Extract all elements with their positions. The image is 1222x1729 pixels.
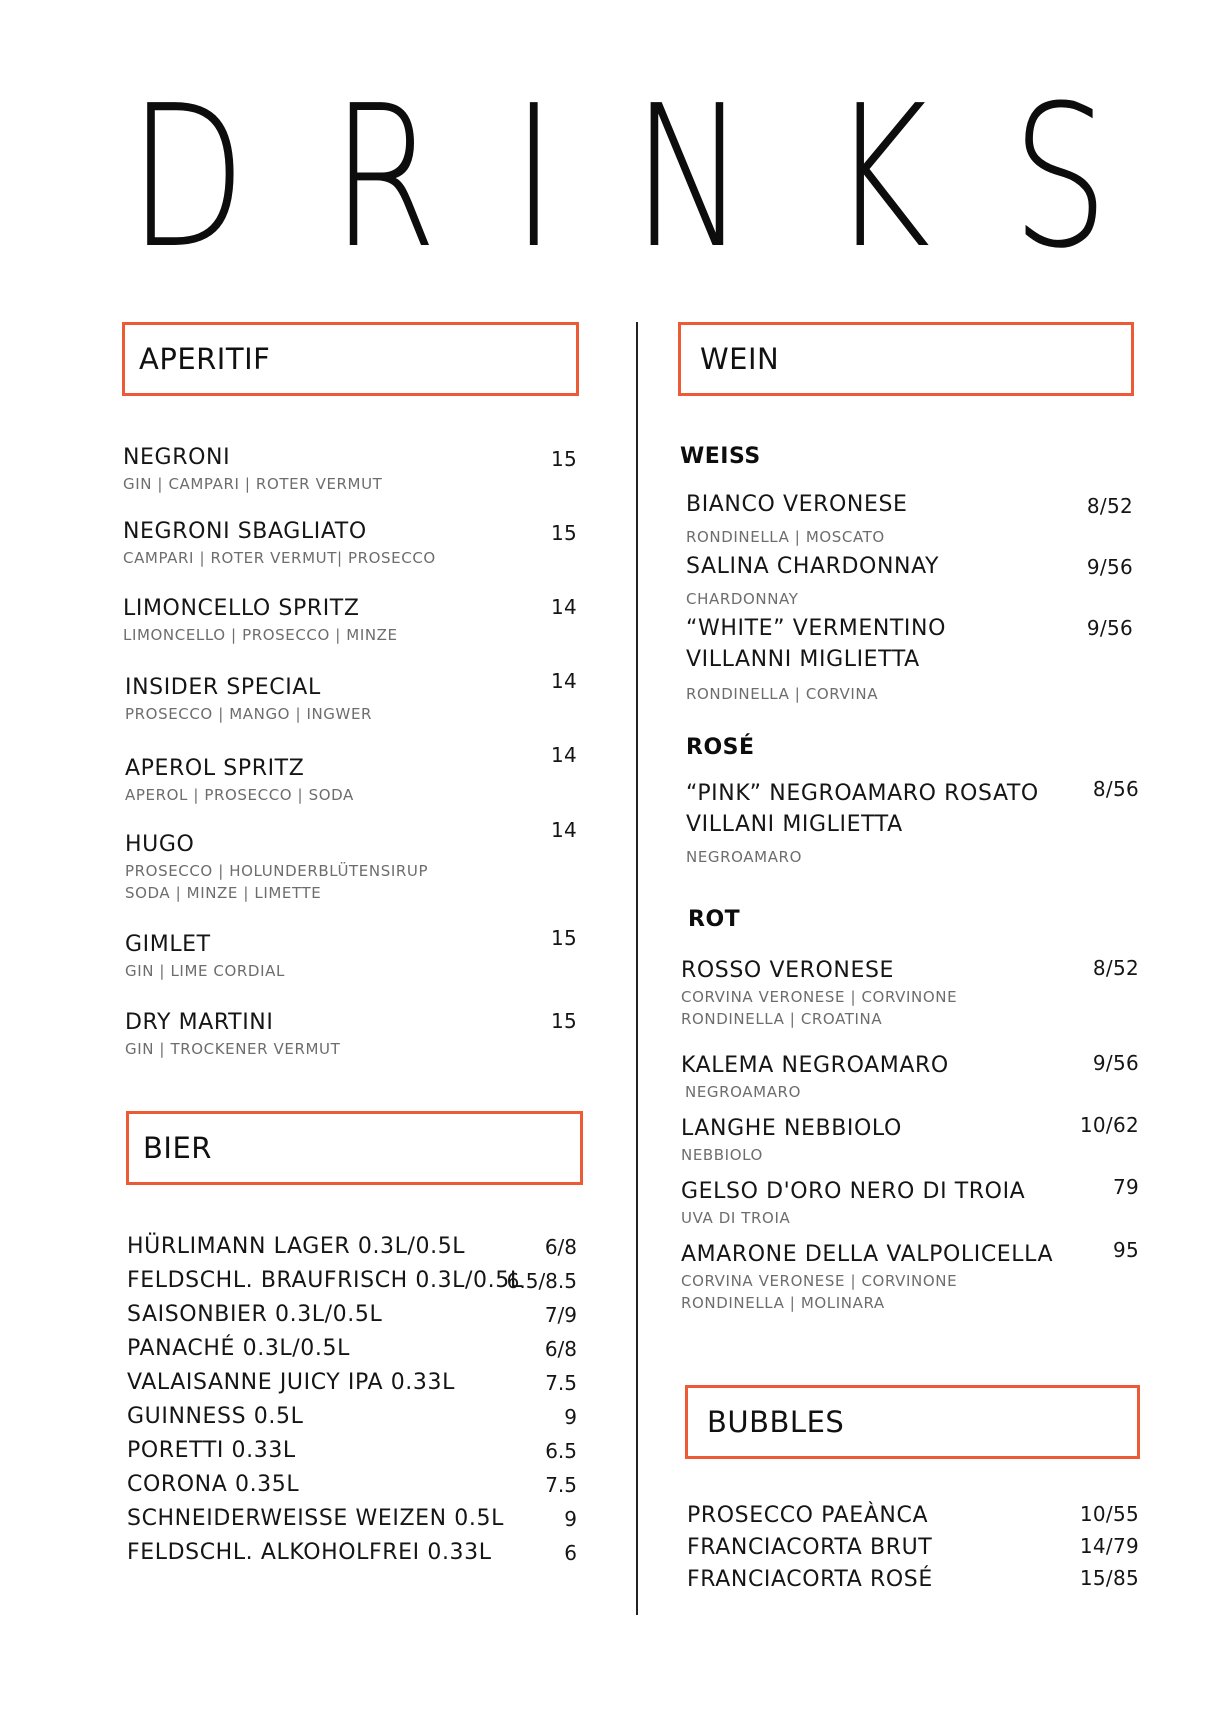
beer-price: 6/8 [544,1235,577,1259]
wine-item [681,1176,1025,1229]
aperitif-item [125,1007,340,1060]
item-description: SODA | MINZE | LIMETTE [125,884,322,902]
item-price: 14 [550,595,577,619]
beer-name: HÜRLIMANN LAGER 0.3L/0.5L [127,1234,466,1259]
item-description: RONDINELLA | CROATINA [681,1010,883,1028]
item-description: PROSECCO | HOLUNDERBLÜTENSIRUP [125,862,429,880]
aperitif-item [125,829,428,904]
item-price: 9/56 [1086,616,1133,640]
wein-rot-label: ROT [688,907,741,932]
bubbles-price: 10/55 [1079,1502,1139,1526]
item-description: UVA DI TROIA [681,1209,791,1227]
item-price: 14 [550,743,577,767]
item-name: DRY MARTINI [125,1010,274,1035]
aperitif-item [125,672,372,725]
item-description: RONDINELLA | MOSCATO [686,528,885,546]
aperitif-item [125,753,354,806]
title-letter: D [128,64,247,292]
beer-name: SCHNEIDERWEISSE WEIZEN 0.5L [127,1506,504,1531]
item-description: GIN | TROCKENER VERMUT [125,1040,341,1058]
item-name: KALEMA NEGROAMARO [681,1053,949,1078]
wine-item [681,955,957,1030]
beer-price: 7.5 [545,1371,577,1395]
item-name: GELSO D'ORO NERO DI TROIA [681,1179,1026,1204]
item-name: ROSSO VERONESE [681,958,895,983]
title-letter: S [1011,64,1109,292]
title-letter: K [830,64,931,292]
item-price: 15 [550,521,577,545]
item-price: 8/56 [1092,777,1139,801]
item-price: 15 [550,447,577,471]
item-name-line2: VILLANI MIGLIETTA [686,812,903,837]
item-name: GIMLET [125,932,211,957]
beer-name: CORONA 0.35L [127,1472,300,1497]
beer-price: 6 [564,1541,577,1565]
item-description: GIN | CAMPARI | ROTER VERMUT [123,475,383,493]
item-description: CORVINA VERONESE | CORVINONE [681,1272,958,1290]
beer-price: 6.5 [545,1439,577,1463]
page-title [112,64,1122,292]
bubbles-price: 15/85 [1079,1566,1139,1590]
item-price: 79 [1112,1175,1139,1199]
wein-heading: WEIN [700,342,780,376]
beer-name: VALAISANNE JUICY IPA 0.33L [127,1370,455,1395]
bier-heading-box [126,1111,583,1185]
item-description: NEGROAMARO [686,848,802,866]
wine-item [686,778,1039,868]
item-description: RONDINELLA | CORVINA [686,685,879,703]
title-letter: I [511,64,557,292]
item-name: LANGHE NEBBIOLO [681,1116,902,1141]
beer-price: 6.5/8.5 [506,1269,577,1293]
item-name: INSIDER SPECIAL [125,675,321,700]
item-description: GIN | LIME CORDIAL [125,962,285,980]
bubbles-name: FRANCIACORTA ROSÉ [687,1567,933,1592]
beer-name: SAISONBIER 0.3L/0.5L [127,1302,383,1327]
bubbles-price: 14/79 [1079,1534,1139,1558]
aperitif-item [123,442,382,495]
item-description: CAMPARI | ROTER VERMUT| PROSECCO [123,549,436,567]
beer-name: FELDSCHL. ALKOHOLFREI 0.33L [127,1540,492,1565]
aperitif-item [123,516,436,569]
wein-rose-label: ROSÉ [686,735,755,760]
wine-item [681,1239,1053,1314]
column-divider [636,322,638,1615]
item-price: 14 [550,818,577,842]
item-description: LIMONCELLO | PROSECCO | MINZE [123,626,398,644]
item-price: 8/52 [1086,494,1133,518]
beer-price: 9 [564,1507,577,1531]
beer-name: FELDSCHL. BRAUFRISCH 0.3L/0.5L [127,1268,523,1293]
item-price: 9/56 [1092,1051,1139,1075]
item-price: 10/62 [1079,1113,1139,1137]
wine-item [686,551,939,610]
bubbles-heading: BUBBLES [707,1405,845,1439]
wine-item [681,1113,902,1166]
title-letter: R [331,64,438,292]
item-price: 8/52 [1092,956,1139,980]
item-description: APEROL | PROSECCO | SODA [125,786,354,804]
item-name: NEGRONI [123,445,231,470]
item-price: 15 [550,1009,577,1033]
bubbles-heading-box [685,1385,1140,1459]
item-name: LIMONCELLO SPRITZ [123,596,360,621]
item-name: AMARONE DELLA VALPOLICELLA [681,1242,1054,1267]
beer-name: GUINNESS 0.5L [127,1404,304,1429]
item-price: 15 [550,926,577,950]
beer-price: 6/8 [544,1337,577,1361]
item-name: SALINA CHARDONNAY [686,554,940,579]
beer-name: PORETTI 0.33L [127,1438,296,1463]
item-name: “PINK” NEGROAMARO ROSATO [686,781,1039,806]
item-description: PROSECCO | MANGO | INGWER [125,705,373,723]
aperitif-item [123,593,398,646]
item-description: NEBBIOLO [681,1146,763,1164]
beer-price: 9 [564,1405,577,1429]
item-description: CORVINA VERONESE | CORVINONE [681,988,958,1006]
wein-heading-box [678,322,1134,396]
wine-item [686,613,946,705]
item-price: 14 [550,669,577,693]
bubbles-name: FRANCIACORTA BRUT [687,1535,933,1560]
aperitif-heading: APERITIF [139,342,271,376]
item-description: CHARDONNAY [686,590,799,608]
aperitif-heading-box [122,322,579,396]
aperitif-item [125,929,285,982]
item-name: BIANCO VERONESE [686,492,908,517]
wine-item [681,1050,949,1103]
item-name-line2: VILLANNI MIGLIETTA [686,647,920,672]
item-name: “WHITE” VERMENTINO [686,616,946,641]
title-letter: N [632,64,747,292]
bier-heading: BIER [143,1131,212,1165]
item-name: HUGO [125,832,195,857]
beer-name: PANACHÉ 0.3L/0.5L [127,1336,350,1361]
item-description: NEGROAMARO [685,1083,801,1101]
wine-item [686,489,908,548]
item-name: APEROL SPRITZ [125,756,305,781]
item-price: 95 [1112,1238,1139,1262]
item-name: NEGRONI SBAGLIATO [123,519,367,544]
item-description: RONDINELLA | MOLINARA [681,1294,885,1312]
beer-price: 7.5 [545,1473,577,1497]
beer-price: 7/9 [544,1303,577,1327]
wein-weiss-label: WEISS [680,444,761,469]
bubbles-name: PROSECCO PAEÀNCA [687,1503,929,1528]
item-price: 9/56 [1086,555,1133,579]
